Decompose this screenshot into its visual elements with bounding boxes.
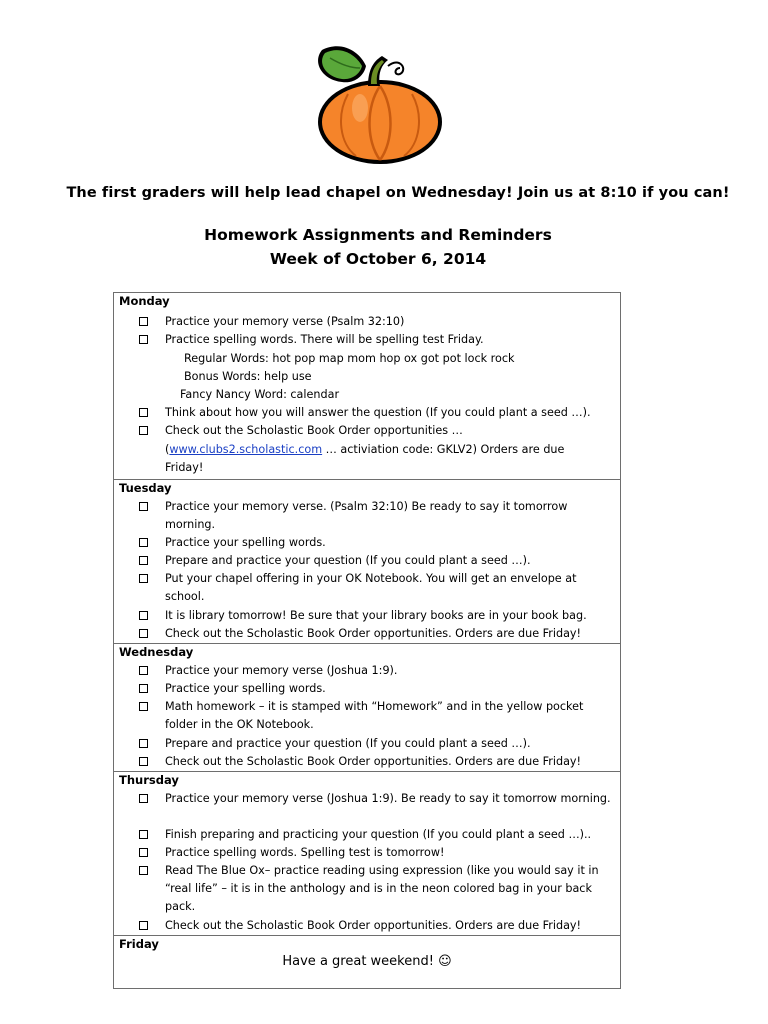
checkbox[interactable] xyxy=(139,830,148,839)
checkbox[interactable] xyxy=(139,921,148,930)
checkbox[interactable] xyxy=(139,848,148,857)
checkbox[interactable] xyxy=(139,538,148,547)
checkbox[interactable] xyxy=(139,684,148,693)
checkbox[interactable] xyxy=(139,666,148,675)
scholastic-link[interactable]: www.clubs2.scholastic.com xyxy=(169,443,323,456)
checkbox[interactable] xyxy=(139,611,148,620)
chapel-announcement: The first graders will help lead chapel on Wednesday! Join us at 8:10 if you can! xyxy=(66,185,730,201)
checkbox[interactable] xyxy=(139,556,148,565)
homework-table xyxy=(113,292,621,989)
checkbox[interactable] xyxy=(139,335,148,344)
regular-words: Regular Words: hot pop map mom hop ox got pot lock rock xyxy=(184,352,515,365)
page-title: Homework Assignments and Reminders xyxy=(204,226,552,244)
checkbox[interactable] xyxy=(139,317,148,326)
day-monday: Monday Practice your memory verse (Psalm 32:10) Practice spelling words. There will be spelling test Friday. Regular Words: hot pop map mom hop ox got pot lock rock Bonus Words: help use Fancy Nancy Word: calendar Think about how you will answer the question (If you could plant a seed …). Check out the Scholastic Book Order opportunities … (www.clubs2.scholastic.com … activiation code: GKLV2) Orders are due Friday! xyxy=(114,293,620,479)
day-name: Wednesday xyxy=(119,645,194,659)
order-line-end: Friday! xyxy=(165,461,204,474)
checkbox[interactable] xyxy=(139,702,148,711)
checkbox[interactable] xyxy=(139,408,148,417)
fancy-word: Fancy Nancy Word: calendar xyxy=(180,388,340,401)
day-wednesday: Wednesday Practice your memory verse (Joshua 1:9). Practice your spelling words. Math homework – it is stamped with “Homework” and in the yellow pocket folder in the OK Notebook. Prepare and practice your question (If you could plant a seed …). Check out the Scholastic Book Order opportunities. Orders are due Friday! xyxy=(114,643,620,771)
day-name: Friday xyxy=(119,937,159,951)
day-name: Tuesday xyxy=(119,481,172,495)
checkbox[interactable] xyxy=(139,629,148,638)
day-tuesday: Tuesday Practice your memory verse. (Psalm 32:10) Be ready to say it tomorrow morning. Practice your spelling words. Prepare and practice your question (If you could plant a seed …). Put your chapel offering in your OK Notebook. You will get an envelope at school. It is library tomorrow! Be sure that your library books are in your book bag. Check out the Scholastic Book Order opportunities. Orders are due Friday! xyxy=(114,479,620,643)
checkbox[interactable] xyxy=(139,757,148,766)
checkbox[interactable] xyxy=(139,739,148,748)
weekend-message: Have a great weekend! ☺ xyxy=(282,954,452,969)
day-name: Monday xyxy=(119,294,170,308)
checkbox[interactable] xyxy=(139,574,148,583)
checkbox[interactable] xyxy=(139,866,148,875)
order-line: (www.clubs2.scholastic.com … activiation code: GKLV2) Orders are due xyxy=(165,443,565,456)
day-friday xyxy=(114,935,620,988)
pumpkin-clipart xyxy=(308,36,444,168)
bonus-words: Bonus Words: help use xyxy=(184,370,312,383)
checkbox[interactable] xyxy=(139,502,148,511)
checkbox[interactable] xyxy=(139,426,148,435)
day-thursday: Thursday Practice your memory verse (Joshua 1:9). Be ready to say it tomorrow morning. Finish preparing and practicing your question (If you could plant a seed …).. Practice spelling words. Spelling test is tomorrow! Read The Blue Ox– practice reading using expression (like you would say it in “real life” – it is in the anthology and is in the neon colored bag in your back pack. Check out the Scholastic Book Order opportunities. Orders are due Friday! xyxy=(114,771,620,935)
week-subtitle: Week of October 6, 2014 xyxy=(269,250,487,268)
checkbox[interactable] xyxy=(139,794,148,803)
day-name: Thursday xyxy=(119,773,179,787)
